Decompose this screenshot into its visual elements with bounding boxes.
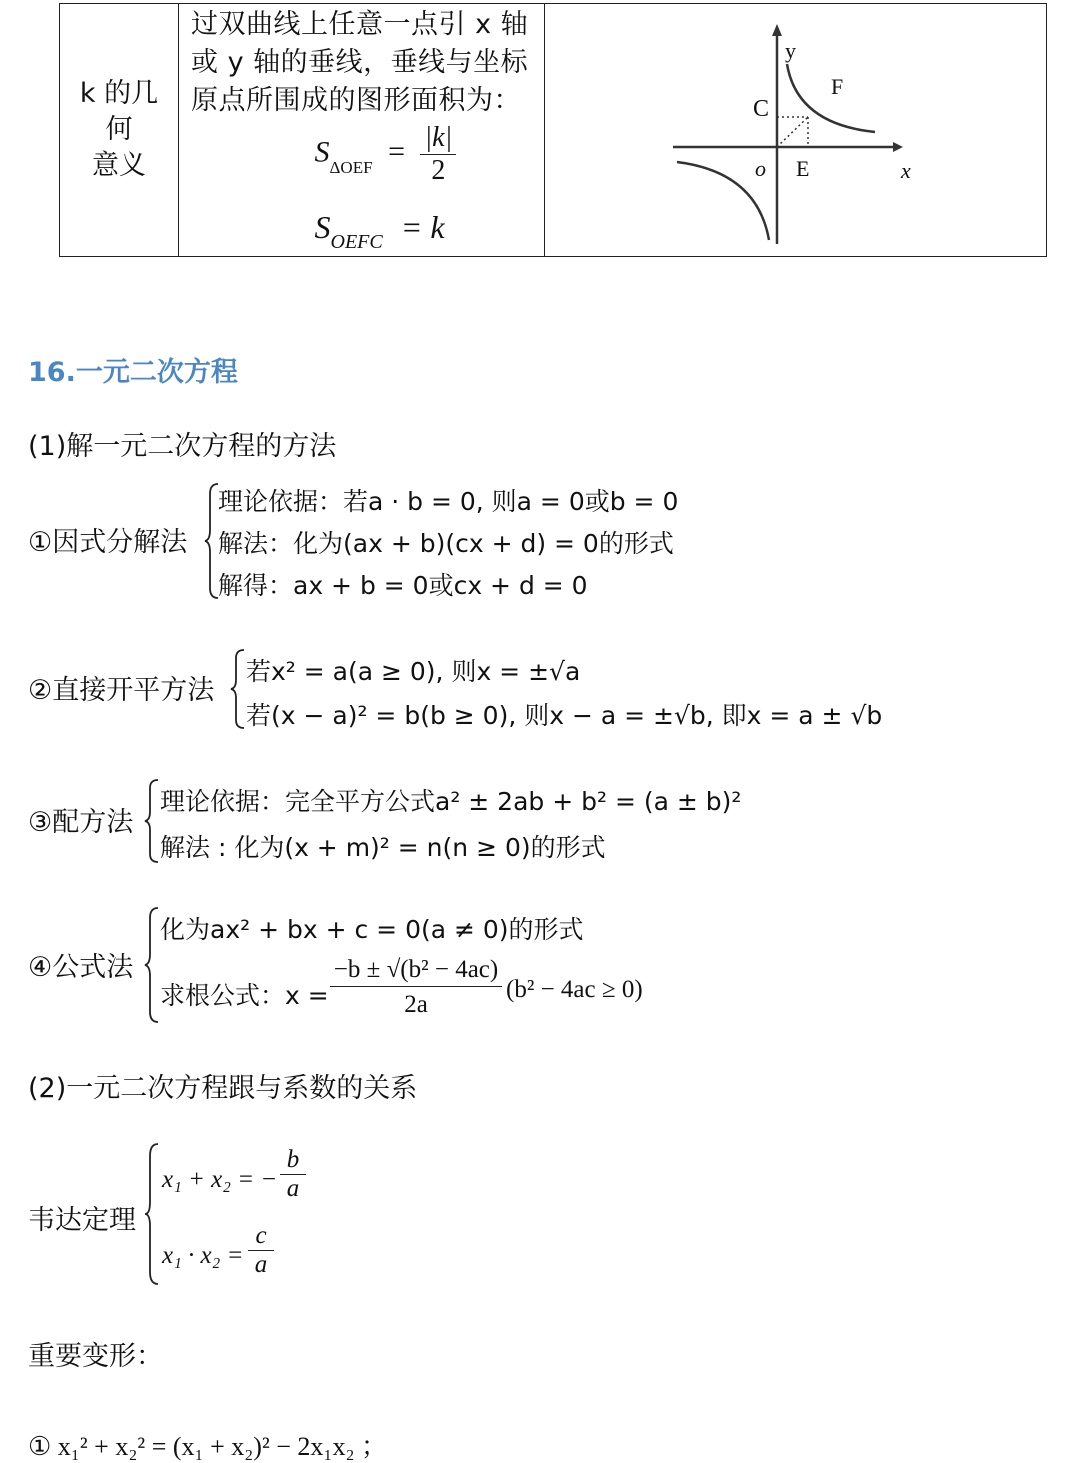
- transform-title: 重要变形：: [28, 1341, 163, 1372]
- graph-label-y: y: [785, 38, 796, 63]
- formula-numerator: −b ± √(b² − 4ac): [330, 956, 502, 987]
- vieta-name: 韦达定理: [28, 1205, 136, 1236]
- vieta-sum-lhs: x₁ + x₂ = −: [162, 1166, 278, 1193]
- area-formula-rectangle: $S_{OEFC} = k$: [314, 208, 445, 253]
- k-meaning-table: [59, 3, 1047, 257]
- desc-line: 或 y 轴的垂线，垂线与坐标: [191, 47, 529, 78]
- method4-brace: [144, 906, 160, 1024]
- vieta-product-lhs: x₁ · x₂ =: [162, 1242, 244, 1269]
- graph-label-f: F: [831, 74, 844, 99]
- section-title: 16.一元二次方程: [28, 357, 238, 388]
- graph-label-origin: o: [755, 156, 766, 181]
- label-line: 何: [105, 114, 133, 145]
- method3-line: 解法 : 化为(x + m)² = n(n ≥ 0)的形式: [160, 833, 606, 862]
- label-line: k 的几: [79, 78, 159, 109]
- description-cell: [179, 4, 545, 257]
- method1-line: 解得：ax + b = 0或cx + d = 0: [218, 571, 588, 600]
- part1-title: (1)解一元二次方程的方法: [28, 431, 337, 462]
- method1-line: 解法：化为(ax + b)(cx + d) = 0的形式: [218, 529, 674, 558]
- method2-brace: [230, 648, 246, 730]
- label-cell: [60, 4, 179, 257]
- vieta-brace: [144, 1142, 160, 1286]
- quadratic-formula: [330, 956, 502, 1019]
- vieta-sum-fraction: b a: [280, 1146, 306, 1203]
- method3-brace: [144, 778, 160, 864]
- label-line: 意义: [92, 150, 146, 181]
- method4-name: ④公式法: [28, 952, 134, 983]
- desc-line: 原点所围成的图形面积为：: [191, 85, 521, 116]
- method2-line: 若x² = a(a ≥ 0), 则x = ±√a: [246, 657, 581, 686]
- vieta-product-fraction: c a: [248, 1222, 274, 1279]
- formula-condition: (b² − 4ac ≥ 0): [506, 976, 643, 1003]
- graph-label-e: E: [796, 156, 810, 181]
- method2-name: ②直接开平方法: [28, 675, 215, 706]
- method1-name: ①因式分解法: [28, 527, 188, 558]
- area-formula-triangle: $S_{\Delta OEF}$ = $\frac{|k|}{2}$: [315, 122, 457, 187]
- graph-cell: [545, 4, 1047, 257]
- method1-line: 理论依据：若a · b = 0, 则a = 0或b = 0: [218, 487, 679, 516]
- graph-label-x: x: [901, 158, 911, 183]
- formula-denominator: 2a: [404, 991, 428, 1018]
- desc-line: 过双曲线上任意一点引 x 轴: [191, 9, 529, 40]
- part2-title: (2)一元二次方程跟与系数的关系: [28, 1073, 418, 1104]
- transform-formula-1: ① x₁² + x₂² = (x₁ + x₂)² − 2x₁x₂ ；: [28, 1432, 388, 1461]
- method3-name: ③配方法: [28, 807, 134, 838]
- graph-label-c: C: [753, 96, 770, 122]
- method3-line: 理论依据：完全平方公式a² ± 2ab + b² = (a ± b)²: [160, 787, 742, 816]
- method4-formula-prefix: 求根公式：x =: [160, 981, 329, 1010]
- method4-line: 化为ax² + bx + c = 0(a ≠ 0)的形式: [160, 915, 584, 944]
- method2-line: 若(x − a)² = b(b ≥ 0), 则x − a = ±√b, 即x = a ± √b: [246, 701, 883, 730]
